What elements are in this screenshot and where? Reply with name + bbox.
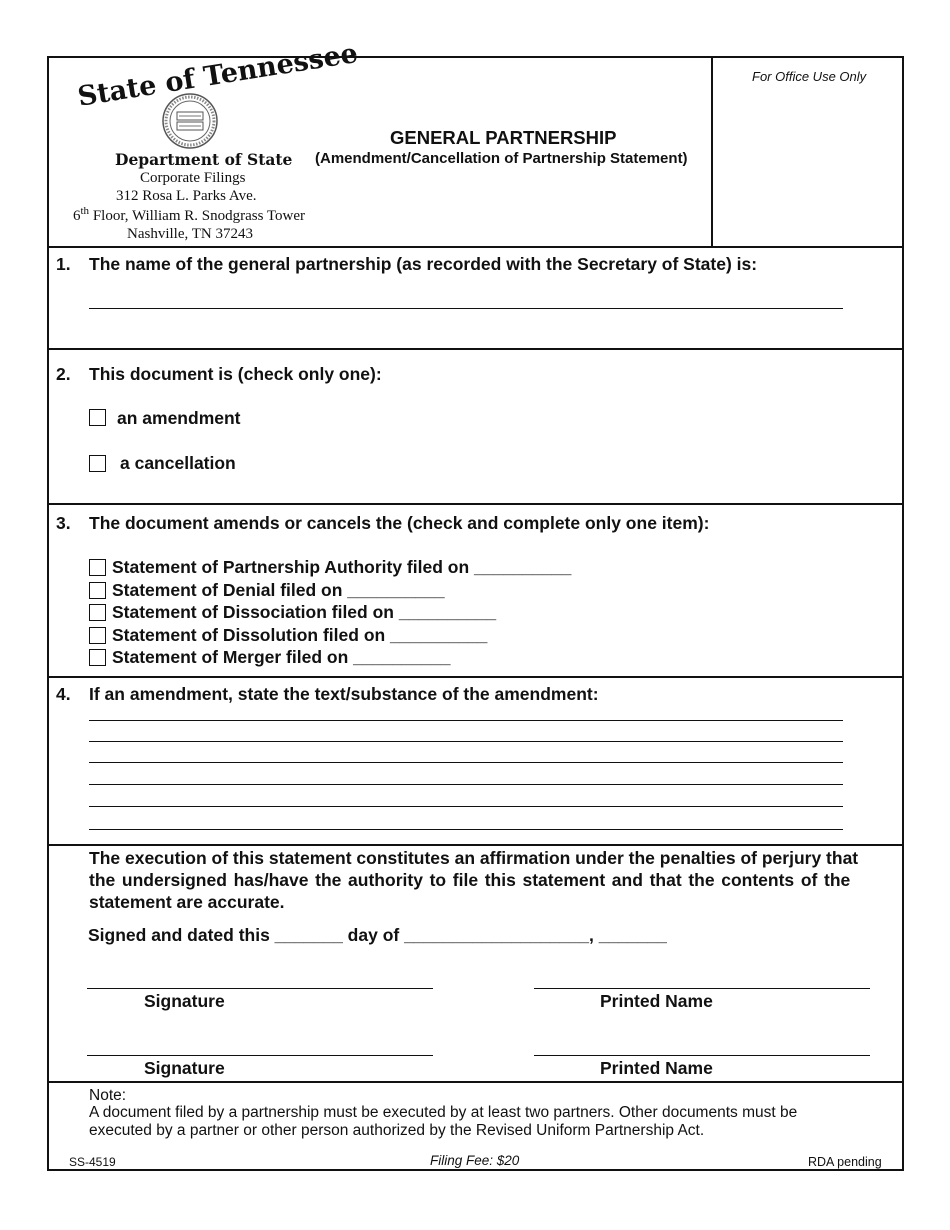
- amendment-text-line[interactable]: [89, 720, 843, 721]
- section-4-question: If an amendment, state the text/substance of the amendment:: [89, 684, 599, 704]
- note-line-2: executed by a partner or other person authorized by the Revised Uniform Partnership Act.: [89, 1122, 705, 1139]
- signed-dated-line[interactable]: Signed and dated this _______ day of ___________________, _______: [88, 925, 667, 945]
- section-3-question: The document amends or cancels the (check and complete only one item):: [89, 513, 710, 533]
- partnership-name-field[interactable]: [89, 308, 843, 309]
- divider-header: [48, 246, 903, 248]
- form-subtitle: (Amendment/Cancellation of Partnership Statement): [315, 150, 688, 167]
- form-title: GENERAL PARTNERSHIP: [390, 127, 617, 148]
- address-line-1: Corporate Filings: [140, 170, 246, 186]
- dissociation-checkbox[interactable]: [89, 604, 106, 621]
- state-title: State of Tennessee: [75, 37, 360, 113]
- printed-name-field-1[interactable]: [534, 988, 870, 989]
- dissociation-label: Statement of Dissociation filed on __________: [112, 602, 497, 622]
- floor-number: 6: [73, 208, 81, 224]
- section-3-number: 3.: [56, 513, 71, 533]
- divider-1: [48, 348, 903, 350]
- signature-field-2[interactable]: [87, 1055, 433, 1056]
- floor-text: Floor, William R. Snodgrass Tower: [89, 208, 306, 224]
- dissolution-checkbox[interactable]: [89, 627, 106, 644]
- amendment-checkbox[interactable]: [89, 409, 106, 426]
- dissolution-label: Statement of Dissolution filed on __________: [112, 625, 488, 645]
- floor-suffix: th: [80, 205, 90, 217]
- divider-3: [48, 676, 903, 678]
- amendment-label: an amendment: [117, 408, 241, 428]
- amendment-text-line[interactable]: [89, 784, 843, 785]
- printed-name-field-2[interactable]: [534, 1055, 870, 1056]
- address-line-2: 312 Rosa L. Parks Ave.: [116, 188, 257, 204]
- form-number: SS-4519: [69, 1155, 116, 1169]
- section-1-question: The name of the general partnership (as recorded with the Secretary of State) is:: [89, 254, 758, 274]
- department-name: Department of State: [115, 150, 293, 169]
- authority-label: Statement of Partnership Authority filed on __________: [112, 557, 572, 577]
- divider-4: [48, 844, 903, 846]
- section-4-number: 4.: [56, 684, 71, 704]
- filing-fee: Filing Fee: $20: [430, 1153, 520, 1168]
- signature-field-1[interactable]: [87, 988, 433, 989]
- signature-label-1: Signature: [144, 991, 225, 1011]
- section-2-number: 2.: [56, 364, 71, 384]
- printed-name-label-2: Printed Name: [600, 1058, 713, 1078]
- merger-checkbox[interactable]: [89, 649, 106, 666]
- address-line-4: Nashville, TN 37243: [127, 226, 253, 242]
- office-use-label: For Office Use Only: [752, 69, 867, 84]
- printed-name-label-1: Printed Name: [600, 991, 713, 1011]
- rda-status: RDA pending: [808, 1155, 882, 1169]
- address-line-3: [73, 205, 305, 225]
- header-divider: [711, 57, 713, 247]
- section-2-question: This document is (check only one):: [89, 364, 382, 384]
- signature-label-2: Signature: [144, 1058, 225, 1078]
- state-seal-icon: [160, 92, 220, 150]
- cancellation-label: a cancellation: [120, 453, 236, 473]
- affirmation-line-3: statement are accurate.: [89, 892, 285, 912]
- note-label: Note:: [89, 1087, 127, 1104]
- cancellation-checkbox[interactable]: [89, 455, 106, 472]
- affirmation-line-1: The execution of this statement constitutes an affirmation under the penalties of perjury that: [89, 848, 859, 868]
- divider-2: [48, 503, 903, 505]
- section-1-number: 1.: [56, 254, 71, 274]
- affirmation-line-2: the undersigned has/have the authority to file this statement and that the contents of the: [89, 870, 851, 890]
- denial-label: Statement of Denial filed on __________: [112, 580, 445, 600]
- amendment-text-line[interactable]: [89, 741, 843, 742]
- note-line-1: A document filed by a partnership must be executed by at least two partners. Other documents must be: [89, 1104, 798, 1121]
- merger-label: Statement of Merger filed on __________: [112, 647, 451, 667]
- amendment-text-line[interactable]: [89, 806, 843, 807]
- divider-note: [48, 1081, 903, 1083]
- amendment-text-line[interactable]: [89, 829, 843, 830]
- authority-checkbox[interactable]: [89, 559, 106, 576]
- amendment-text-line[interactable]: [89, 762, 843, 763]
- denial-checkbox[interactable]: [89, 582, 106, 599]
